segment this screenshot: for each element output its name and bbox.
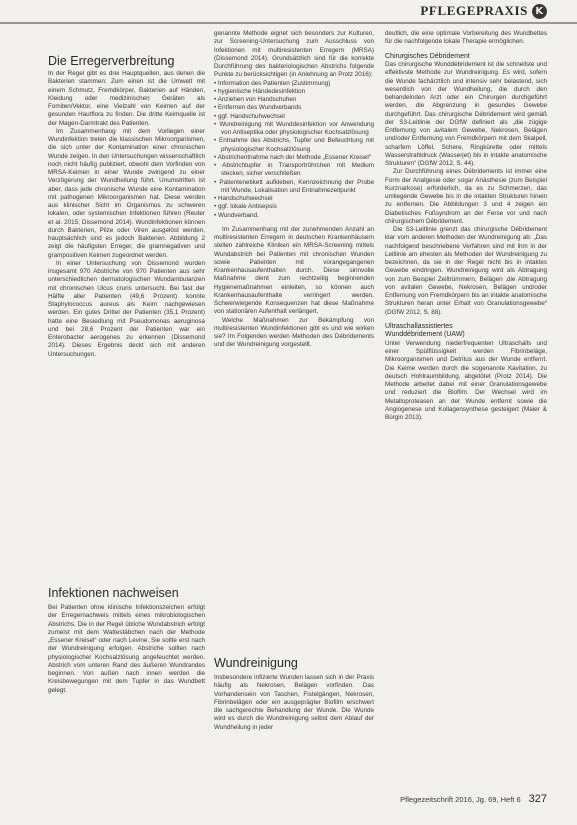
subheading: Ultraschallassistiertes (385, 322, 453, 330)
brand-title: PFLEGEPRAXIS (420, 3, 528, 18)
paragraph: Bei Patienten ohne klinische Infektionszeichen erfolgt der Erregernachweis mittels eines mikrobiologischen Abstrichs. Die in der Regel übliche Wundabstrich erfolgt zumeist mit dem Wattestäbchen nach der Methode „Essener Kreisel“ oder nach Levine. Sie sollte erst nach der Wundreinigung erfolgen. Abstriche sollten nach physiologischer Kochsalzlösung angefeuchtet werden. Abstrich vom unteren Rand des äußeren Wundrandes beginnen. Von außen nach innen werden die Kreisbewegungen mit dem Tupfer in das Wundbett gelegt. (48, 604, 205, 694)
list-item: • Abstrichtupfer in Transportröhrchen mit Medium stecken, sicher verschließen (214, 162, 374, 178)
list-item: • Anziehen von Handschuhen (214, 96, 297, 103)
list-item: • Abstrichentnahme nach der Methode „Essener Kreisel“ (214, 153, 371, 161)
paragraph: Im Zusammenhang mit der zunehmenden Anzahl an multiresistenten Erregern in deutschen Krankenhäusern stellen zahlreiche Kliniken ein MRSA-Screening mittels Wundabstrich bei Patienten mit chronischen Wunden sowie Patienten mit vorangegangenen Krankenhausaufenthalten durch. Diese sinnvolle Maßnahme dient zum rechtzeitig beginnenden Hygienemaßnahmen einleiten, so können auch Krankenhausaufenthalte verringert werden. Schwerwiegende Konsequenzen hat diese Maßnahme von stationären Aufenthalt verlängert. (214, 225, 374, 316)
list-item: • Entnahme des Abstrichs, Tupfer und Befeuchtung mit physiologischer Kochsalzlösung (214, 137, 374, 153)
journal-citation: Pflegezeitschrift 2016, Jg. 69, Heft 6 (400, 795, 521, 804)
paragraph: Unter Verwendung niederfrequenten Ultraschalls und einer Spülflüssigkeit werden Fibrinbeläge, Mikroorganismen und Detritus aus der Wunde entfernt. Die Keime werden durch die sogenannte Kavitation, zu deutsch Hohlraumbildung, abgetötet (Protz 2014). Die Methode arbeitet dabei mit einer Granulationsgewebe und reduziert die Biofilm. Der Wechsel wird im Metalloproteasen an der Wunde entfernt sowie die Angiogenese und Kollagensynthese gesteigert (Maier & Bürgin 2013). (385, 339, 547, 421)
paragraph: Im Zusammenhang mit dem Vorliegen einer Wundinfektion treten die klassischen Mikroorganismen, die sich unter der Kontamination einer chronischen Wunde zeigen. In den Untersuchungen wissenschaftlich noch nicht häufig publiziert, obwohl dem Vorfinden von MRSA-Keimen in einer Wunde zwingend zu einer Verzögerung der Wundheilung führt. Unumstritten ist aber, dass jede chronische Wunde eine Kontamination mit pathogenen Mikroorganismen hat. Diese werden aus klinischer Sicht im Organismus zu schweren lokalen, oder systemischen Infektionen führen (Reuter et al. 2015; Dissemond 2014). Wundinfektionen können durch Bakterien, Pilze oder Viren ausgelöst werden, hauptsächlich sind es jedoch Bakterien. Abbildung 2 zeigt die häufigsten Erreger, die gramnegativen und grampositiven Keimen zugeordnet werden. (48, 127, 205, 259)
column-1-lower (48, 604, 205, 695)
header-rule (0, 22, 577, 24)
list-item: • Wundverband. (214, 211, 259, 219)
list-item: • Wundreinigung mit Wunddesinfektion vor Anwendung von Antiseptika oder physiologischer Kochsalzlösung (214, 120, 374, 136)
section-title-infektionen-nachweisen: Infektionen nachweisen (48, 586, 179, 600)
brand-logo-icon: K (532, 4, 547, 19)
list-item: • ggf. lokale Antisepsis (214, 203, 277, 211)
paragraph: In einer Untersuchung von Dissemond wurden insgesamt 970 Abstriche von 970 Patienten aus sehr unterschiedlichen dermatologischen Wundambulanzen mit chronischen Ulcus cruris untersucht. Bei fast der Hälfte aller Patienten (49,6 Prozent) konnte Staphylococcus aureus als Keim nachgewiesen werden. Ein gutes Drittel der Patienten (35,1 Prozent) hatte eine Besiedlung mit Pseudomonas aeruginosa und bei 28,6 Prozent der Patienten war ein Enterobacter aerogenes zu erkennen (Dissemond 2014). Dieses Ergebnis deckt sich mit anderen Untersuchungen. (48, 259, 205, 358)
list-item: • Information des Patienten (Zustimmung) (214, 79, 331, 87)
bullet-list (214, 80, 374, 220)
page-footer (400, 793, 547, 805)
list-item: • ggf. Handschuhwechsel (214, 112, 285, 120)
column-2 (214, 30, 374, 350)
journal-brand (420, 3, 547, 19)
paragraph: Das chirurgische Wunddébridement ist die schnellste und effektivste Methode zur Wundreinigung. Es wird, sofern die Wunde fachärztlich und intensiv sehr belastend, sich wesentlich von der Wundheilung, die durch den behandelnden Arzt oder ein Chirurgen durchgeführt werden, die Abgrenzung in gesundes Gewebe durchgeführt. Das chirurgische Débridement wird gemäß der S3-Leitlinie der DGfW definiert als „die zügige Entfernung von avitalem Gewebe, Nekrosen, Belägen und/oder Entfernung von Fremdkörpern mit dem Skalpell, scharfem Löffel, Schere, Ringkürette oder mittels Wasserstrahldruck (Wasserjet) bis in intakte anatomische Strukturen“ (DGfW 2012, S. 44). (385, 61, 547, 167)
paragraph: Insbesondere infizierte Wunden lassen sich in der Praxis häufig als Nekrosen, Belägen vorfinden. Das Vorhandensein von Taschen, Fistelgängen, Nekrosen, Fibrinbelägen oder ein ausgeprägter Biofilm erschwert die sachgerechte Behandlung der Wunde. Die Wunde wird es durch die Wundreinigung selbst dem Ablauf der Wundheilung in jeder (214, 674, 374, 731)
list-item: • Entfernen des Wundverbands (214, 104, 302, 112)
column-1 (48, 70, 205, 359)
paragraph: genannte Methode eignet sich besonders zur Kulturen, zur Screening-Untersuchung zum Ausschluss von Infektionen mit multiresistenten Erregern (MRSA) (Dissemond 2014). Grundsätzlich sind für die korrekte Durchführung des bakteriologischen Abstrichs folgende Punkte zu berücksichtigen (in Anlehnung an Protz 2016): (214, 30, 374, 79)
paragraph: Welche Maßnahmen zur Bekämpfung von multiresistenten Wundinfektionen gibt es und wie wirken sie? Im Folgenden werden Methoden des Débridements und der Wundreinigung vorgestellt. (214, 316, 374, 349)
column-2-lower (214, 674, 374, 732)
paragraph: Die S3-Leitlinie grenzt das chirurgische Débridement klar vom anderen Methoden der Wundreinigung ab: „Das nachfolgend beschriebene Verfahren sind mit ihm in der Leitlinie am ehesten als Methoden der Wundreinigung zu bezeichnen, da sie in der Regel nicht bis in intaktes Gewebe eindringen. Wundreinigung wird als Abtragung von zum Beispiel Zelltrümmern, Belägen ‚die Abtragung von avitalen Gewebe, Nekrosen, Belägen und/oder Entfernung von Fremdkörpern bis an intakte anatomische Strukturen heran unter Erhalt von Granulationsgewebe“ (DGfW 2012, S. 88). (385, 226, 547, 316)
list-item: • Handschuhwechsel (214, 195, 273, 202)
subheading: Wunddébridement (UAW) (385, 331, 465, 339)
section-title-wundreinigung: Wundreinigung (214, 656, 298, 670)
column-3 (385, 30, 547, 422)
section-title-erregerverbreitung: Die Erregerverbreitung (48, 54, 175, 68)
paragraph: deutlich, die eine optimale Vorbereitung des Wundbettes für die nachfolgende lokale Therapie ermöglichen. (385, 30, 547, 46)
paragraph: Zur Durchführung eines Débridements ist immer eine Form der Analgesie oder sogar Anästhesie (zum Beispiel Kurznarkose) erforderlich, da es zu Schmerzen, das umliegende Gewebe bis in die intakten Strukturen hinein zu entfernen. Die Abbildungen 3 und 4 zeigen ein Diabetisches Fußsyndrom an der Ferse vor und nach chirurgischem Débridement. (385, 168, 547, 225)
page-number: 327 (528, 793, 547, 805)
list-item: • hygienische Händedesinfektion (214, 87, 306, 95)
paragraph: In der Regel gibt es drei Hauptquellen, aus denen die Bakterien stammen: Zum einen ist die Umwelt mit einem Schmutz, Fremdkörper, Bakterien auf Händen, Kleidung oder medizinischen Geräten als Fomiten/Vektor, eine Vielzahl von Keimen auf der gesunden Hautflora zu finden. Die dritte Keimquelle ist der Magen-Darmtrakt des Patienten. (48, 70, 205, 127)
subheading: Chirurgisches Débridement (385, 52, 470, 60)
list-item: • Patientenetikett aufkleben, Kennzeichnung der Probe mit Wunde, Lokalisation und Entnahmezeitpunkt (214, 178, 374, 194)
